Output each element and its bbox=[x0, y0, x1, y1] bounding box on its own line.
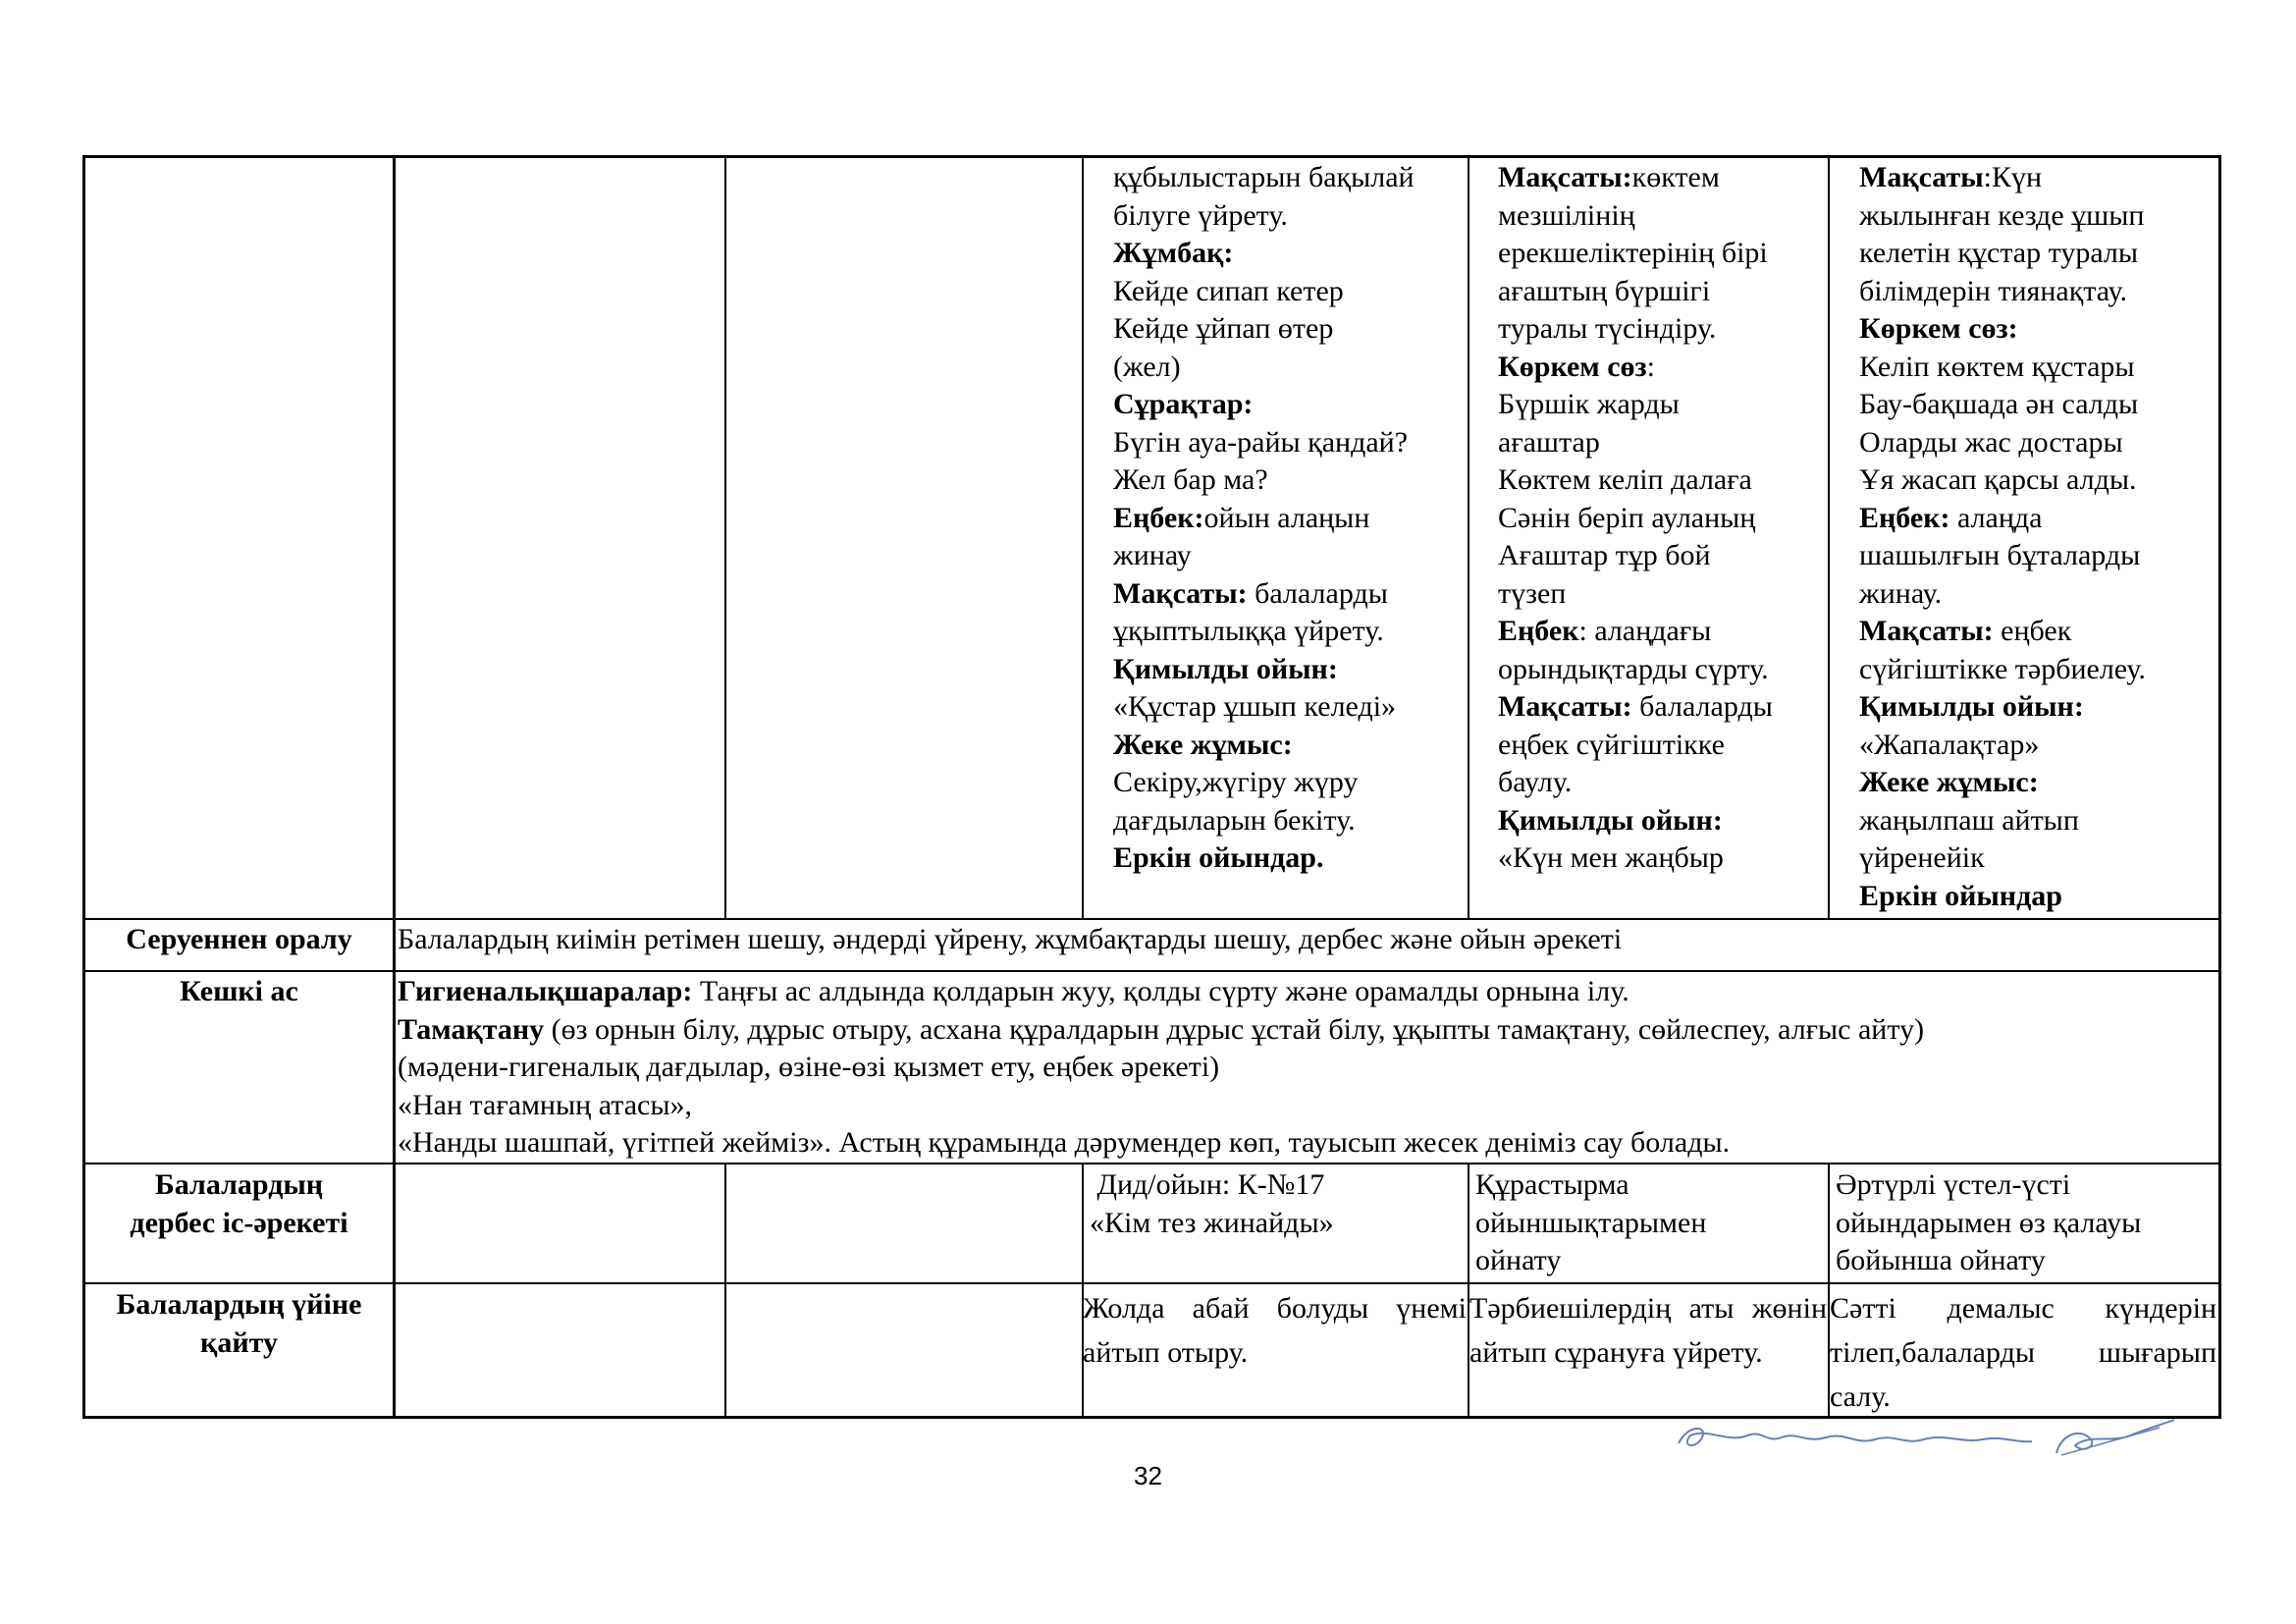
walk-thursday-line: мезшілінің bbox=[1498, 198, 1635, 232]
dinner-row-label: Кешкі ас bbox=[180, 975, 298, 1007]
walk-wednesday-line: ұқыптылыққа үйрету. bbox=[1113, 615, 1384, 647]
walk-wednesday-line: Кейде ұйпап өтер bbox=[1113, 312, 1334, 345]
walk-thursday-line: ағаштың бүршігі bbox=[1498, 274, 1711, 307]
walk-wednesday-line: Еркін ойындар. bbox=[1113, 841, 1324, 874]
return-row-label: Серуеннен оралу bbox=[126, 923, 352, 955]
walk-thursday-line: «Күн мен жаңбыр bbox=[1498, 841, 1724, 874]
walk-friday-line: үйренейік bbox=[1859, 841, 1985, 874]
walk-wednesday-line: Кейде сипап кетер bbox=[1113, 274, 1344, 307]
walk-friday-line: Мақсаты: еңбек bbox=[1859, 615, 2072, 647]
walk-cell-friday bbox=[1859, 159, 2146, 915]
walk-friday-line: «Жапалақтар» bbox=[1859, 728, 2040, 761]
signature-image bbox=[1669, 1414, 2179, 1463]
dinner-skills-line: (мәдени-гигеналық дағдылар, өзіне-өзі қызмет ету, еңбек әрекеті) bbox=[398, 1051, 1220, 1083]
walk-friday-line: келетін құстар туралы bbox=[1859, 237, 2139, 269]
dinner-eating-line: Тамақтану (өз орнын білу, дұрыс отыру, асхана құралдарын дұрыс ұстай білу, ұқыпты тамақтану, сөйлеспеу, алғыс айту) bbox=[398, 1012, 1925, 1046]
walk-friday-line: Оларды жас достары bbox=[1859, 425, 2123, 459]
dinner-hygiene-line: Гигиеналықшаралар: Таңғы ас алдында қолдарын жуу, қолды сүрту және орамалды орнына ілу. bbox=[398, 975, 1629, 1007]
walk-friday-line: Еркін ойындар bbox=[1859, 879, 2062, 912]
walk-wednesday-line: Жел бар ма? bbox=[1113, 463, 1268, 496]
row-divider-return bbox=[82, 918, 2220, 920]
walk-friday-line: сүйгіштікке тәрбиелеу. bbox=[1859, 652, 2146, 685]
row-divider-activity bbox=[82, 1163, 2220, 1164]
walk-wednesday-line: Жеке жұмыс: bbox=[1113, 728, 1293, 761]
col-divider-5a bbox=[1828, 155, 1830, 919]
activity-friday-line: бойынша ойнату bbox=[1836, 1244, 2046, 1276]
walk-friday-line: Ұя жасап қарсы алды. bbox=[1859, 463, 2137, 496]
home-cell-wednesday: Жолда абай болуды үнемі айтып отыру. bbox=[1083, 1292, 1467, 1369]
walk-thursday-line: баулу. bbox=[1498, 766, 1573, 798]
walk-thursday-line: Еңбек: алаңдағы bbox=[1498, 615, 1712, 647]
walk-friday-line: Көркем сөз: bbox=[1859, 312, 2018, 345]
walk-friday-line: жылынған кезде ұшып bbox=[1859, 198, 2145, 232]
walk-thursday-line: туралы түсіндіру. bbox=[1498, 312, 1717, 345]
row-divider-home bbox=[82, 1282, 2220, 1284]
walk-friday-line: білімдерін тиянақтау. bbox=[1859, 274, 2128, 307]
walk-thursday-line: орындықтарды сүрту. bbox=[1498, 652, 1769, 685]
activity-cell-wednesday: Дид/ойын: К-№17 «Кім тез жинайды» bbox=[1090, 1168, 1334, 1239]
walk-thursday-line: Қимылды ойын: bbox=[1498, 803, 1723, 837]
walk-wednesday-line: Мақсаты: балаларды bbox=[1113, 576, 1388, 610]
walk-thursday-line: Көркем сөз: bbox=[1498, 350, 1655, 383]
walk-friday-line: шашылғын бұталарды bbox=[1859, 539, 2141, 571]
walk-wednesday-line: Еңбек:ойын алаңын bbox=[1113, 501, 1370, 534]
walk-friday-line: Бау-бақшада ән салды bbox=[1859, 388, 2139, 420]
col-divider-4a bbox=[1468, 155, 1469, 919]
walk-wednesday-line: «Құстар ұшып келеді» bbox=[1113, 690, 1397, 723]
activity-cell-friday bbox=[1836, 1166, 2141, 1280]
col-divider-2a bbox=[724, 155, 726, 919]
walk-wednesday-line: (жел) bbox=[1113, 350, 1181, 383]
walk-friday-line: Келіп көктем құстары bbox=[1859, 350, 2135, 383]
walk-friday-line: Қимылды ойын: bbox=[1859, 690, 2084, 723]
walk-wednesday-line: дағдыларын бекіту. bbox=[1113, 803, 1356, 837]
dinner-proverb-line: «Нан тағамның атасы», bbox=[398, 1088, 692, 1121]
walk-friday-line: жаңылпаш айтып bbox=[1859, 803, 2079, 837]
walk-wednesday-line: Бүгін ауа-райы қандай? bbox=[1113, 425, 1409, 459]
page-number: 32 bbox=[1134, 1461, 1162, 1490]
col-divider-2b bbox=[724, 1163, 726, 1419]
activity-row-label: Балалардың дербес іс-әрекеті bbox=[130, 1168, 348, 1239]
activity-thursday-line: Құрастырма bbox=[1475, 1168, 1629, 1201]
return-row-text: Балалардың киімін ретімен шешу, әндерді үйрену, жұмбақтарды шешу, дербес және ойын әрекеті bbox=[398, 923, 1623, 955]
walk-thursday-line: еңбек сүйгіштікке bbox=[1498, 728, 1725, 761]
walk-thursday-line: Бүршік жарды bbox=[1498, 388, 1680, 420]
walk-wednesday-line: Қимылды ойын: bbox=[1113, 652, 1338, 685]
walk-wednesday-line: жинау bbox=[1113, 539, 1192, 571]
home-cell-thursday: Тәрбиешілердің аты жөнін айтып сұрануға үйрету. bbox=[1469, 1292, 1827, 1369]
col-divider-3a bbox=[1082, 155, 1084, 919]
walk-friday-line: Жеке жұмыс: bbox=[1859, 766, 2039, 798]
walk-thursday-line: ағаштар bbox=[1498, 425, 1600, 459]
walk-wednesday-line: Сұрақтар: bbox=[1113, 388, 1254, 420]
home-row-label: Балалардың үйіне қайту bbox=[116, 1288, 362, 1359]
activity-friday-line: ойындарымен өз қалауы bbox=[1836, 1206, 2142, 1239]
walk-thursday-line: Көктем келіп далаға bbox=[1498, 463, 1752, 496]
activity-thursday-line: ойыншықтарымен bbox=[1475, 1206, 1707, 1239]
walk-wednesday-line: Жұмбақ: bbox=[1113, 237, 1234, 269]
walk-wednesday-line: Секіру,жүгіру жүру bbox=[1113, 766, 1359, 798]
activity-cell-thursday bbox=[1475, 1166, 1706, 1280]
walk-wednesday-line: білуге үйрету. bbox=[1113, 198, 1288, 232]
walk-thursday-line: ерекшеліктерінің бірі bbox=[1498, 237, 1768, 269]
dinner-row-content bbox=[398, 973, 1924, 1163]
col-divider-label bbox=[393, 155, 396, 1419]
walk-friday-line: Мақсаты:Күн bbox=[1859, 161, 2043, 193]
walk-friday-line: Еңбек: алаңда bbox=[1859, 501, 2043, 534]
activity-friday-line: Әртүрлі үстел-үсті bbox=[1836, 1168, 2071, 1201]
walk-cell-wednesday bbox=[1113, 159, 1415, 878]
table-border-top bbox=[82, 155, 2220, 158]
walk-thursday-line: Сәнін беріп ауланың bbox=[1498, 501, 1756, 534]
walk-thursday-line: түзеп bbox=[1498, 576, 1567, 610]
walk-thursday-line: Мақсаты:көктем bbox=[1498, 161, 1720, 193]
dinner-note-line: «Нанды шашпай, үгітпей жейміз». Астың құрамында дәрумендер көп, тауысып жесек деніміз сау болады. bbox=[398, 1126, 1731, 1159]
walk-thursday-line: Мақсаты: балаларды bbox=[1498, 690, 1773, 723]
walk-thursday-line: Ағаштар тұр бой bbox=[1498, 539, 1711, 571]
table-border-right bbox=[2218, 155, 2221, 1419]
activity-thursday-line: ойнату bbox=[1475, 1244, 1562, 1276]
row-divider-dinner bbox=[82, 970, 2220, 972]
walk-wednesday-line: құбылыстарын бақылай bbox=[1113, 161, 1415, 193]
walk-friday-line: жинау. bbox=[1859, 576, 1943, 610]
walk-cell-thursday bbox=[1498, 159, 1773, 878]
home-cell-friday: Сәтті демалыс күндерін тілеп,балаларды шығарып салу. bbox=[1830, 1292, 2216, 1413]
